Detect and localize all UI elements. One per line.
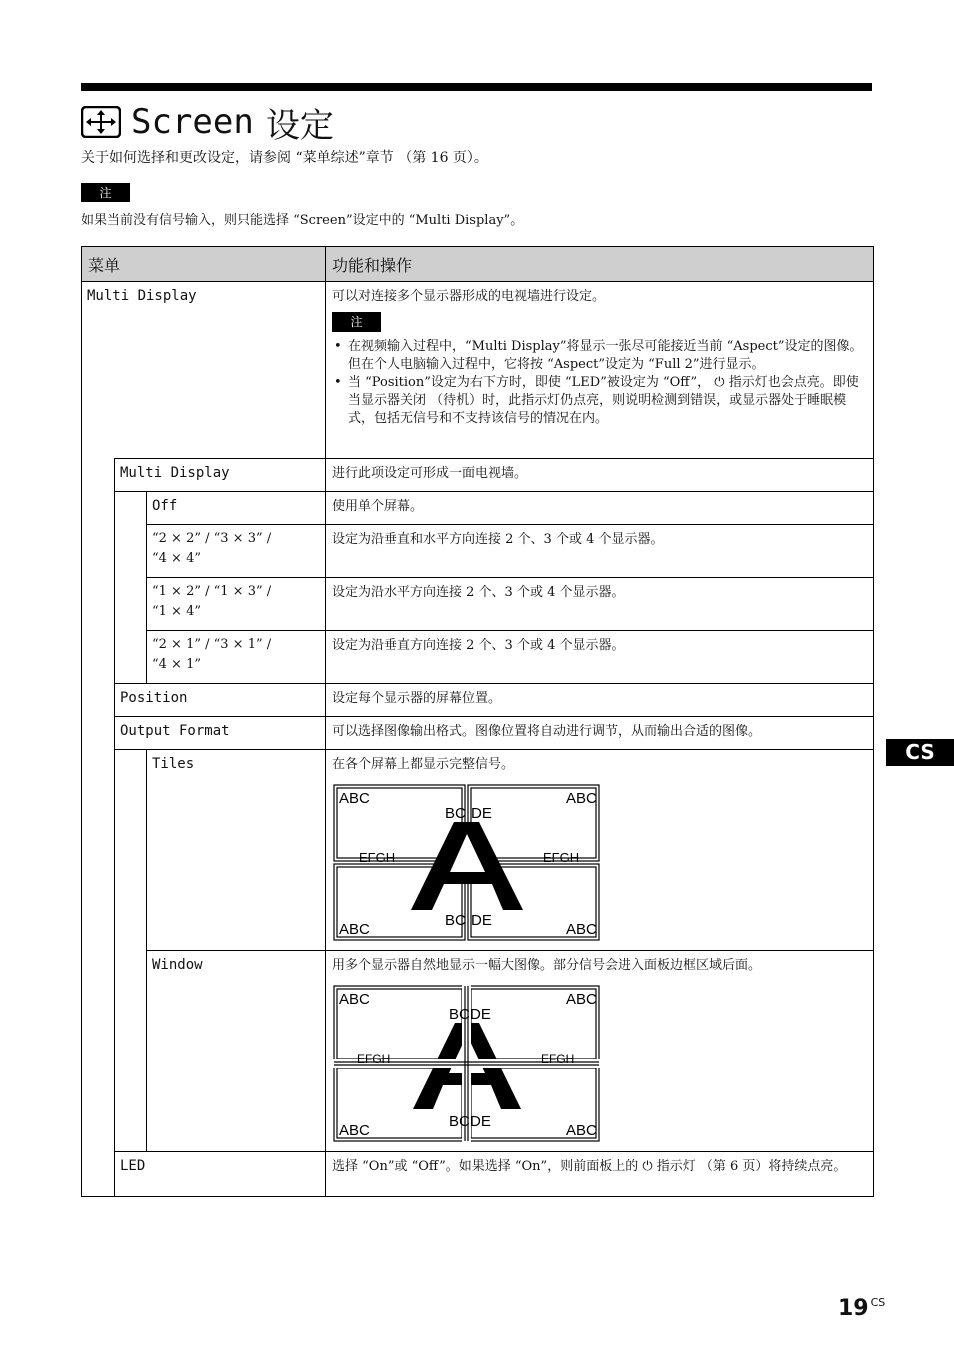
title-text: Screen — [131, 102, 254, 142]
multi-display-note-label: 注 — [332, 312, 867, 332]
col-func-header: 功能和操作 — [326, 247, 874, 282]
diagram-label: EFGH — [357, 1052, 391, 1066]
menu-window: Window — [147, 951, 326, 1152]
grid-square-line2: “4 × 4” — [152, 551, 201, 566]
position-desc: 设定每个显示器的屏幕位置。 — [326, 684, 874, 717]
diagram-label: ABC — [339, 991, 370, 1008]
diagram-label: DE — [471, 805, 492, 822]
diagram-label: BC — [445, 805, 466, 822]
tiles-desc — [326, 750, 874, 951]
indent-cell — [115, 492, 147, 684]
menu-off: Off — [147, 492, 326, 525]
intro-text: 关于如何选择和更改设定，请参阅 “菜单综述”章节 （第 16 页）。 — [81, 150, 488, 166]
page-title — [81, 100, 334, 144]
diagram-label: ABC — [566, 991, 597, 1008]
diagram-label: ABC — [566, 1122, 597, 1139]
table-row — [82, 282, 874, 459]
indent-cell — [82, 459, 115, 1197]
table-row — [82, 717, 874, 750]
diagram-label: ABC — [339, 921, 370, 938]
multi-display-desc — [326, 282, 874, 459]
menu-led: LED — [115, 1152, 326, 1197]
list-item: • 当 “Position”设定为右下方时，即使 “LED”被设定为 “Off”， ⏻ 指示灯也会点亮。即使当显示器关闭 （待机）时，此指示灯仍点亮，则说明检测到错误，或显示器处于睡眠模式，包括无信号和不支持该信号的情况在内。 — [348, 374, 867, 428]
note-label: 注 — [81, 182, 130, 202]
window-diagram — [333, 985, 601, 1143]
diagram-label: BC — [445, 912, 466, 929]
grid-vertical-desc: 设定为沿垂直方向连接 2 个、3 个或 4 个显示器。 — [326, 631, 874, 684]
note-text: 如果当前没有信号输入，则只能选择 “Screen”设定中的 “Multi Display”。 — [81, 213, 524, 228]
window-desc-text: 用多个显示器自然地显示一幅大图像。部分信号会进入面板边框区域后面。 — [332, 958, 762, 973]
diagram-label: ABC — [566, 790, 597, 807]
led-desc: 选择 “On”或 “Off”。如果选择 “On”，则前面板上的 ⏻ 指示灯 （第 6 页）将持续点亮。 — [326, 1152, 874, 1197]
page-number-value: 19 — [838, 1296, 869, 1321]
tiles-diagram — [333, 784, 601, 942]
diagram-label: EFGH — [359, 850, 396, 865]
language-tab: CS — [886, 739, 954, 766]
diagram-label: EFGH — [543, 850, 580, 865]
menu-grid-square — [147, 525, 326, 578]
menu-grid-vertical — [147, 631, 326, 684]
grid-v-line1: “2 × 1” / “3 × 1” / — [152, 637, 272, 652]
grid-horizontal-desc: 设定为沿水平方向连接 2 个、3 个或 4 个显示器。 — [326, 578, 874, 631]
diagram-label: BC — [449, 1006, 470, 1023]
window-desc — [326, 951, 874, 1152]
diagram-label: ABC — [339, 1122, 370, 1139]
diagram-label: DE — [470, 1113, 491, 1130]
grid-h-line1: “1 × 2” / “1 × 3” / — [152, 584, 272, 599]
table-row — [82, 951, 874, 1152]
screen-settings-icon — [81, 106, 121, 138]
sub-multi-desc: 进行此项设定可形成一面电视墙。 — [326, 459, 874, 492]
indent-cell — [115, 750, 147, 1152]
menu-tiles: Tiles — [147, 750, 326, 951]
page-number — [838, 1296, 885, 1321]
diagram-label: DE — [471, 912, 492, 929]
table-header — [82, 247, 874, 282]
off-desc: 使用单个屏幕。 — [326, 492, 874, 525]
menu-position: Position — [115, 684, 326, 717]
table-row — [82, 684, 874, 717]
list-item: • 在视频输入过程中，“Multi Display”将显示一张尽可能接近当前 “Aspect”设定的图像。但在个人电脑输入过程中，它将按 “Aspect”设定为 “Full 2”进行显示。 — [348, 338, 867, 374]
menu-output-format: Output Format — [115, 717, 326, 750]
table-row — [82, 631, 874, 684]
diagram-label: BC — [449, 1113, 470, 1130]
menu-sub-multi-display: Multi Display — [115, 459, 326, 492]
table-row — [82, 578, 874, 631]
table-row — [82, 750, 874, 951]
table-row — [82, 1152, 874, 1197]
menu-multi-display: Multi Display — [82, 282, 326, 459]
menu-grid-horizontal — [147, 578, 326, 631]
top-rule — [81, 83, 872, 91]
diagram-label: ABC — [339, 790, 370, 807]
title-zh: 设定 — [265, 105, 334, 146]
page-number-suffix: CS — [870, 1296, 886, 1309]
multi-display-desc-text: 可以对连接多个显示器形成的电视墙进行设定。 — [332, 289, 606, 304]
output-format-desc: 可以选择图像输出格式。图像位置将自动进行调节，从而输出合适的图像。 — [326, 717, 874, 750]
col-menu-header: 菜单 — [82, 247, 326, 282]
diagram-label: EFGH — [541, 1052, 575, 1066]
grid-square-line1: “2 × 2” / “3 × 3” / — [152, 531, 272, 546]
diagram-label: DE — [470, 1006, 491, 1023]
grid-h-line2: “1 × 4” — [152, 604, 201, 619]
tiles-desc-text: 在各个屏幕上都显示完整信号。 — [332, 757, 515, 772]
table-row — [82, 459, 874, 492]
grid-square-desc: 设定为沿垂直和水平方向连接 2 个、3 个或 4 个显示器。 — [326, 525, 874, 578]
settings-table — [81, 246, 874, 1197]
grid-v-line2: “4 × 1” — [152, 657, 201, 672]
table-row — [82, 492, 874, 525]
table-row — [82, 525, 874, 578]
diagram-label: ABC — [566, 921, 597, 938]
